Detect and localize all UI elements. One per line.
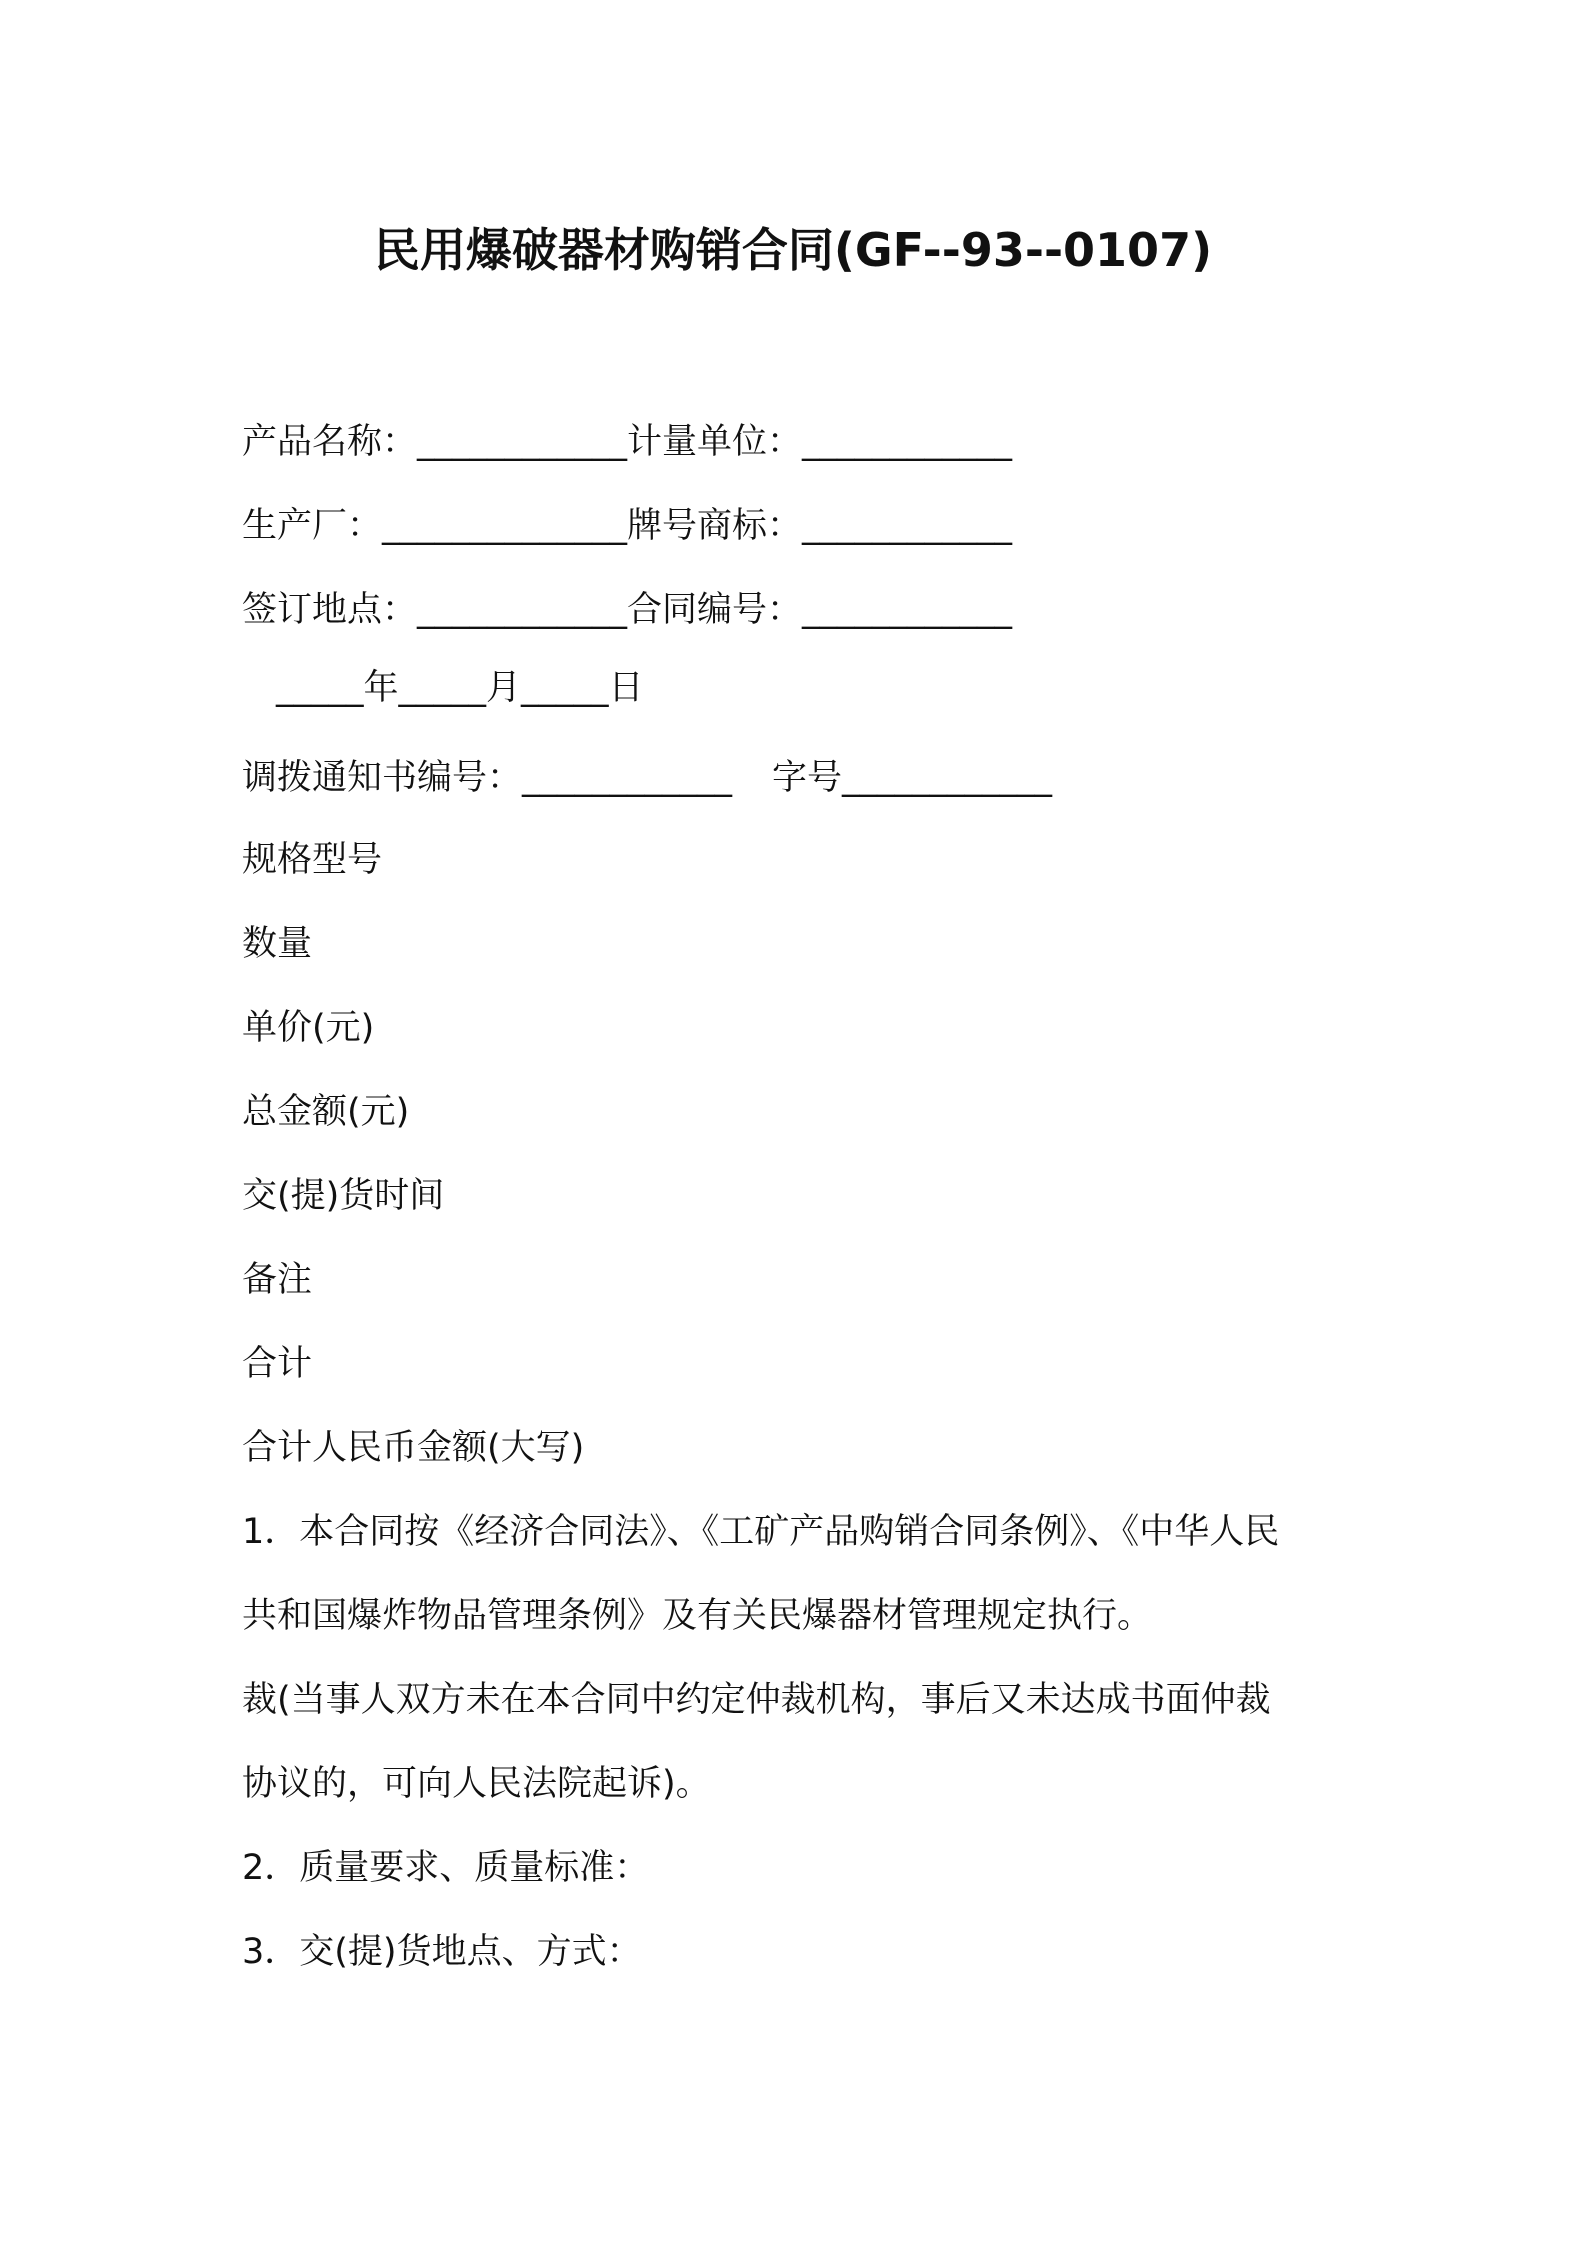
item-quantity: 数量	[242, 924, 313, 964]
page-title: 民用爆破器材购销合同(GF--93--0107)	[373, 223, 1213, 277]
field-row-date: _____年_____月_____日	[276, 668, 644, 708]
arbitration-line-1: 裁(当事人双方未在本合同中约定仲裁机构，事后又未达成书面仲裁	[242, 1680, 1271, 1720]
item-total-amount: 总金额(元)	[242, 1092, 410, 1132]
field-row-notice-no	[242, 754, 1052, 802]
notice-number-field: 调拨通知书编号：____________	[242, 758, 733, 798]
item-unit-price: 单价(元)	[242, 1008, 375, 1048]
clause-1-line-2: 共和国爆炸物品管理条例》及有关民爆器材管理规定执行。	[242, 1596, 1153, 1636]
reference-number-field: 字号____________	[772, 758, 1053, 798]
item-total-rmb-uppercase: 合计人民币金额(大写)	[242, 1428, 585, 1468]
item-total: 合计	[242, 1344, 313, 1384]
field-row-manufacturer-brand: 生产厂：______________牌号商标：____________	[242, 506, 1013, 546]
clause-2-quality: 2．质量要求、质量标准：	[242, 1848, 650, 1888]
item-spec-model: 规格型号	[242, 840, 383, 880]
field-row-place-contract-no: 签订地点：____________合同编号：____________	[242, 590, 1013, 630]
item-remarks: 备注	[242, 1260, 313, 1300]
clause-3-delivery: 3．交(提)货地点、方式：	[242, 1932, 642, 1972]
item-delivery-time: 交(提)货时间	[242, 1176, 445, 1216]
clause-1-line-1: 1．本合同按《经济合同法》、《工矿产品购销合同条例》、《中华人民	[242, 1512, 1280, 1552]
arbitration-line-2: 协议的，可向人民法院起诉)。	[242, 1764, 711, 1804]
field-row-product-unit: 产品名称：____________计量单位：____________	[242, 422, 1013, 462]
